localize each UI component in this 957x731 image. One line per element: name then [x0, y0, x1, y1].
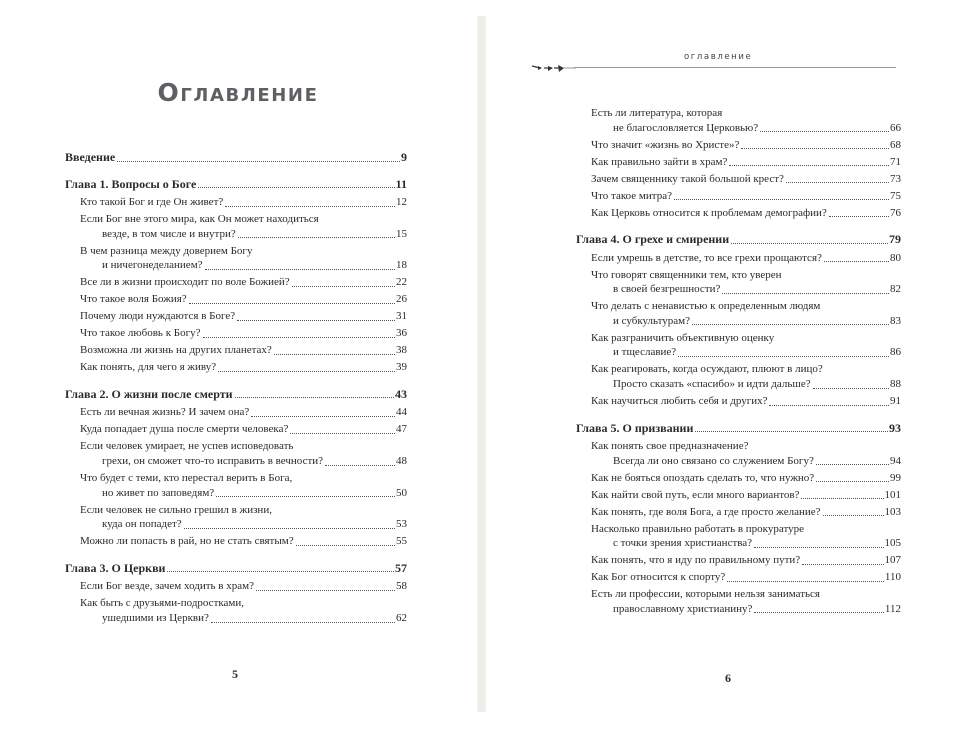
- entry-page-number: 47: [396, 423, 407, 436]
- toc-item-entry[interactable]: [576, 138, 901, 153]
- entry-line: [80, 454, 407, 469]
- toc-item-entry[interactable]: [65, 471, 407, 500]
- toc-item-entry[interactable]: [65, 326, 407, 341]
- dot-leader: [802, 564, 883, 565]
- entry-title: Что такое воля Божия?: [80, 293, 187, 306]
- entry-title: и тщеславие?: [613, 346, 677, 359]
- entry-page-number: 26: [396, 293, 407, 306]
- dot-leader: [813, 388, 889, 389]
- entry-title: Возможна ли жизнь на других планетах?: [80, 344, 272, 357]
- toc-item-entry[interactable]: [576, 439, 901, 468]
- entry-title: в своей безгрешности?: [613, 283, 721, 296]
- entry-title: Как найти свой путь, если много вариантов?: [591, 488, 800, 501]
- entry-line: [80, 227, 407, 242]
- entry-title: Если Бог везде, зачем ходить в храм?: [80, 580, 254, 593]
- toc-item-entry[interactable]: [576, 587, 901, 616]
- entry-text: [591, 172, 901, 187]
- entry-line: [80, 343, 407, 358]
- toc-item-entry[interactable]: [576, 570, 901, 585]
- entry-page-number: 68: [890, 138, 901, 151]
- page-number: 6: [725, 671, 731, 685]
- toc-item-entry[interactable]: [576, 362, 901, 391]
- dot-leader: [754, 547, 883, 548]
- toc-item-entry[interactable]: [65, 195, 407, 210]
- entry-title: Что такое митра?: [591, 189, 672, 202]
- entry-title: Если Бог вне этого мира, как Он может находиться: [80, 213, 319, 226]
- entry-title: Глава 3. О Церкви: [65, 560, 166, 575]
- entry-text: [80, 360, 407, 375]
- dot-leader: [769, 405, 889, 406]
- toc-item-entry[interactable]: [576, 155, 901, 170]
- entry-line: [591, 172, 901, 187]
- header-rule: [574, 67, 896, 68]
- entry-page-number: 50: [396, 486, 407, 499]
- left-page: [0, 0, 476, 731]
- toc-item-entry[interactable]: [65, 422, 407, 437]
- entry-line: [591, 155, 901, 170]
- toc-chapter-entry[interactable]: [65, 177, 407, 192]
- dot-leader: [184, 528, 395, 529]
- dot-leader: [216, 496, 395, 497]
- entry-page-number: 80: [890, 251, 901, 264]
- entry-page-number: 66: [890, 121, 901, 134]
- entry-page-number: 99: [890, 471, 901, 484]
- entry-text: [576, 232, 901, 247]
- book-gutter: [477, 16, 486, 712]
- entry-text: [591, 155, 901, 170]
- toc-chapter-entry[interactable]: [65, 387, 407, 402]
- entry-title: Почему люди нуждаются в Боге?: [80, 310, 236, 323]
- entry-page-number: 73: [890, 172, 901, 185]
- entry-title: Есть ли литература, которая: [591, 107, 723, 119]
- entry-page-number: 9: [401, 150, 407, 164]
- entry-page-number: 79: [889, 232, 901, 247]
- entry-line: [591, 106, 901, 121]
- entry-text: [80, 326, 407, 341]
- entry-line: [591, 377, 901, 392]
- entry-line: [591, 206, 901, 221]
- entry-text: [591, 331, 901, 360]
- entry-text: [576, 421, 901, 436]
- dot-leader: [274, 354, 395, 355]
- entry-title: Как реагировать, когда осуждают, плюют в лицо?: [591, 363, 823, 376]
- dot-leader: [205, 269, 395, 270]
- entry-page-number: 112: [884, 602, 901, 615]
- entry-title: Глава 4. О грехе и смирении: [576, 232, 730, 247]
- entry-line: [80, 195, 407, 210]
- right-page: [486, 0, 957, 731]
- toc-item-entry[interactable]: [65, 309, 407, 324]
- entry-title: Насколько правильно работать в прокуратуре: [591, 522, 804, 535]
- entry-title: Кто такой Бог и где Он живет?: [80, 196, 224, 209]
- entry-line: [80, 309, 407, 324]
- entry-line: [80, 596, 407, 611]
- entry-line: [80, 292, 407, 307]
- toc-item-entry[interactable]: [65, 275, 407, 290]
- dot-leader: [786, 182, 889, 183]
- dot-leader: [678, 356, 889, 357]
- toc-item-entry[interactable]: [65, 405, 407, 420]
- entry-line: [591, 314, 901, 329]
- entry-page-number: 53: [396, 518, 407, 531]
- dot-leader: [674, 199, 889, 200]
- entry-text: [80, 596, 407, 625]
- entry-title: и ничегонеделанием?: [102, 259, 203, 272]
- entry-text: [591, 522, 901, 551]
- entry-title: Если человек умирает, не успев исповедовать: [80, 440, 294, 453]
- entry-title: В чем разница между доверием Богу: [80, 244, 253, 257]
- entry-page-number: 57: [395, 560, 407, 575]
- entry-page-number: 76: [890, 206, 901, 219]
- toc-item-entry[interactable]: [65, 292, 407, 307]
- dot-leader: [235, 397, 394, 398]
- entry-page-number: 86: [890, 346, 901, 359]
- dot-leader: [823, 515, 884, 516]
- entry-title: куда он попадет?: [102, 518, 182, 531]
- entry-page-number: 83: [890, 314, 901, 327]
- dot-leader: [754, 612, 884, 613]
- entry-title: ушедшими из Церкви?: [102, 611, 209, 624]
- entry-line: [591, 345, 901, 360]
- toc-item-entry[interactable]: [65, 212, 407, 241]
- entry-page-number: 71: [890, 155, 901, 168]
- entry-page-number: 11: [395, 176, 407, 191]
- entry-line: [591, 488, 901, 503]
- entry-text: [65, 561, 407, 576]
- entry-line: [80, 486, 407, 501]
- dot-leader: [801, 498, 883, 499]
- entry-text: [65, 177, 407, 192]
- entry-text: [591, 299, 901, 328]
- entry-title: Можно ли попасть в рай, но не стать святым?: [80, 535, 294, 548]
- entry-line: [576, 232, 901, 247]
- toc-item-entry[interactable]: [65, 360, 407, 375]
- entry-page-number: 82: [890, 283, 901, 296]
- entry-text: [591, 206, 901, 221]
- entry-title: Введение: [65, 150, 116, 164]
- entry-title: грехи, он сможет что-то исправить в вечности?: [102, 455, 324, 467]
- entry-page-number: 58: [396, 580, 407, 593]
- entry-title: и субкультурам?: [613, 314, 691, 327]
- entry-text: [591, 189, 901, 204]
- toc-chapter-entry[interactable]: [576, 232, 901, 247]
- entry-title: Как понять, что я иду по правильному пути?: [591, 554, 801, 567]
- entry-line: [591, 570, 901, 585]
- entry-text: [591, 570, 901, 585]
- entry-page-number: 31: [396, 310, 407, 323]
- toc-item-entry[interactable]: [576, 488, 901, 503]
- entry-line: [80, 471, 407, 486]
- entry-line: [80, 405, 407, 420]
- toc-item-entry[interactable]: [576, 331, 901, 360]
- toc-list-right: [576, 106, 901, 619]
- dot-leader: [816, 464, 889, 465]
- entry-line: [591, 251, 901, 266]
- entry-text: [80, 309, 407, 324]
- entry-line: [65, 561, 407, 576]
- entry-line: [80, 579, 407, 594]
- entry-line: [591, 587, 901, 602]
- entry-page-number: 36: [396, 327, 407, 340]
- toc-item-entry[interactable]: [576, 394, 901, 409]
- entry-line: [591, 268, 901, 283]
- entry-title: Как понять, для чего я живу?: [80, 361, 217, 374]
- entry-page-number: 22: [396, 276, 407, 289]
- dot-leader: [692, 324, 889, 325]
- entry-text: [65, 150, 407, 165]
- dot-leader: [292, 286, 395, 287]
- entry-page-number: 103: [884, 505, 901, 518]
- entry-title: Как разграничить объективную оценку: [591, 331, 775, 344]
- entry-text: [591, 138, 901, 153]
- entry-line: [80, 244, 407, 259]
- dot-leader: [211, 622, 395, 623]
- dot-leader: [729, 165, 889, 166]
- dot-leader: [225, 206, 395, 207]
- entry-title: православному христианину?: [613, 602, 753, 615]
- entry-title: Все ли в жизни происходит по воле Божией?: [80, 276, 290, 289]
- entry-text: [591, 471, 901, 486]
- toc-item-entry[interactable]: [576, 505, 901, 520]
- entry-title: Как Бог относится к спорту?: [591, 571, 726, 584]
- entry-line: [80, 275, 407, 290]
- entry-line: [65, 177, 407, 192]
- entry-page-number: 107: [884, 554, 901, 567]
- entry-title: но живет по заповедям?: [102, 486, 215, 499]
- entry-line: [591, 394, 901, 409]
- entry-page-number: 48: [396, 455, 407, 467]
- entry-page-number: 43: [395, 386, 407, 401]
- entry-text: [80, 471, 407, 500]
- entry-text: [80, 195, 407, 210]
- dot-leader: [741, 148, 889, 149]
- entry-line: [591, 522, 901, 537]
- entry-line: [80, 517, 407, 532]
- entry-title: Если человек не сильно грешил в жизни,: [80, 503, 272, 516]
- entry-line: [80, 439, 407, 454]
- toc-title: Оглавление: [157, 78, 319, 107]
- entry-line: [591, 189, 901, 204]
- entry-text: [591, 268, 901, 297]
- entry-page-number: 38: [396, 344, 407, 357]
- entry-title: Куда попадает душа после смерти человека?: [80, 423, 289, 436]
- entry-text: [80, 212, 407, 241]
- entry-page-number: 91: [890, 395, 901, 407]
- entry-title: Глава 1. Вопросы о Боге: [65, 176, 197, 191]
- page-number: 5: [232, 667, 238, 681]
- entry-title: Что говорят священники тем, кто уверен: [591, 268, 782, 281]
- dot-leader: [256, 590, 395, 591]
- entry-page-number: 88: [890, 378, 901, 391]
- dot-leader: [251, 416, 395, 417]
- entry-title: Что делать с ненавистью к определенным людям: [591, 300, 821, 313]
- entry-text: [591, 488, 901, 503]
- entry-line: [80, 422, 407, 437]
- running-head: оглавление: [684, 52, 753, 62]
- dot-leader: [238, 237, 395, 238]
- entry-line: [591, 362, 901, 377]
- entry-line: [80, 503, 407, 518]
- entry-page-number: 15: [396, 227, 407, 240]
- entry-title: Что значит «жизнь во Христе»?: [591, 138, 740, 151]
- dot-leader: [189, 303, 395, 304]
- entry-page-number: 75: [890, 189, 901, 202]
- entry-title: Как быть с друзьями-подростками,: [80, 597, 245, 610]
- toc-item-entry[interactable]: [65, 439, 407, 468]
- entry-title: Как не бояться опоздать сделать то, что нужно?: [591, 471, 815, 484]
- entry-title: Глава 2. О жизни после смерти: [65, 386, 233, 401]
- entry-line: [80, 360, 407, 375]
- entry-text: [80, 244, 407, 273]
- entry-title: Что такое любовь к Богу?: [80, 327, 201, 340]
- entry-text: [80, 343, 407, 358]
- entry-text: [80, 422, 407, 437]
- dot-leader: [727, 581, 884, 582]
- entry-page-number: 12: [396, 196, 407, 209]
- entry-line: [80, 611, 407, 626]
- entry-line: [65, 387, 407, 402]
- entry-line: [591, 602, 901, 617]
- toc-item-entry[interactable]: [576, 299, 901, 328]
- entry-title: везде, в том числе и внутри?: [102, 227, 236, 240]
- entry-line: [65, 150, 407, 165]
- entry-page-number: 18: [396, 259, 407, 272]
- entry-line: [591, 282, 901, 297]
- toc-item-entry[interactable]: [65, 534, 407, 549]
- entry-line: [80, 534, 407, 549]
- toc-chapter-entry[interactable]: [65, 561, 407, 576]
- toc-item-entry[interactable]: [65, 596, 407, 625]
- vine-ornament-icon: [530, 60, 576, 74]
- entry-line: [591, 121, 901, 136]
- entry-page-number: 55: [396, 535, 407, 548]
- entry-text: [80, 275, 407, 290]
- toc-item-entry[interactable]: [576, 553, 901, 568]
- entry-line: [591, 454, 901, 469]
- entry-line: [80, 212, 407, 227]
- entry-text: [80, 292, 407, 307]
- entry-title: Есть ли профессии, которыми нельзя заниматься: [591, 588, 820, 601]
- entry-line: [591, 331, 901, 346]
- toc-item-entry[interactable]: [65, 503, 407, 532]
- dot-leader: [816, 481, 889, 482]
- toc-item-entry[interactable]: [65, 343, 407, 358]
- entry-title: Есть ли вечная жизнь? И зачем она?: [80, 406, 250, 419]
- entry-text: [591, 439, 901, 468]
- entry-line: [80, 258, 407, 273]
- dot-leader: [296, 545, 395, 546]
- dot-leader: [198, 187, 394, 188]
- entry-line: [591, 505, 901, 520]
- entry-title: Как Церковь относится к проблемам демографии?: [591, 206, 827, 219]
- dot-leader: [829, 216, 889, 217]
- toc-item-entry[interactable]: [576, 522, 901, 551]
- entry-text: [80, 534, 407, 549]
- entry-page-number: 94: [890, 454, 901, 467]
- toc-item-entry[interactable]: [576, 106, 901, 135]
- toc-chapter-entry[interactable]: [65, 150, 407, 165]
- dot-leader: [695, 431, 888, 432]
- entry-text: [80, 405, 407, 420]
- entry-page-number: 39: [396, 361, 407, 374]
- dot-leader: [237, 320, 395, 321]
- dot-leader: [824, 261, 889, 262]
- dot-leader: [290, 433, 395, 434]
- entry-page-number: 110: [884, 571, 901, 584]
- toc-list-left: [65, 150, 407, 628]
- entry-text: [65, 387, 407, 402]
- toc-chapter-entry[interactable]: [576, 421, 901, 436]
- entry-title: Если умрешь в детстве, то все грехи прощаются?: [591, 251, 822, 264]
- entry-line: [80, 326, 407, 341]
- dot-leader: [203, 337, 395, 338]
- entry-title: Как понять свое предназначение?: [591, 440, 749, 453]
- entry-text: [80, 503, 407, 532]
- entry-title: с точки зрения христианства?: [613, 537, 753, 550]
- entry-page-number: 44: [396, 406, 407, 419]
- entry-title: Всегда ли оно связано со служением Богу?: [613, 454, 814, 467]
- entry-text: [591, 362, 901, 391]
- entry-title: не благословляется Церковью?: [613, 121, 759, 134]
- entry-page-number: 62: [396, 611, 407, 624]
- dot-leader: [731, 243, 888, 244]
- entry-text: [591, 587, 901, 616]
- entry-line: [591, 553, 901, 568]
- entry-text: [591, 505, 901, 520]
- toc-item-entry[interactable]: [576, 189, 901, 204]
- toc-item-entry[interactable]: [576, 172, 901, 187]
- entry-line: [591, 299, 901, 314]
- entry-title: Что будет с теми, кто перестал верить в Бога,: [80, 471, 293, 484]
- dot-leader: [325, 465, 395, 466]
- toc-item-entry[interactable]: [65, 579, 407, 594]
- toc-item-entry[interactable]: [576, 268, 901, 297]
- dot-leader: [722, 293, 889, 294]
- entry-text: [591, 106, 901, 135]
- entry-line: [591, 439, 901, 454]
- entry-text: [591, 553, 901, 568]
- dot-leader: [117, 161, 400, 162]
- entry-title: Как понять, где воля Бога, а где просто желание?: [591, 505, 821, 518]
- toc-item-entry[interactable]: [576, 251, 901, 266]
- entry-text: [591, 394, 901, 409]
- entry-title: Просто сказать «спасибо» и идти дальше?: [613, 378, 811, 391]
- entry-page-number: 101: [884, 488, 901, 501]
- entry-title: Глава 5. О призвании: [576, 420, 694, 435]
- entry-line: [591, 471, 901, 486]
- dot-leader: [760, 131, 889, 132]
- toc-item-entry[interactable]: [576, 206, 901, 221]
- entry-title: Зачем священнику такой большой крест?: [591, 172, 784, 185]
- entry-line: [591, 138, 901, 153]
- entry-title: Как научиться любить себя и других?: [591, 395, 768, 407]
- entry-page-number: 105: [884, 537, 901, 550]
- entry-page-number: 93: [889, 420, 901, 435]
- dot-leader: [167, 571, 394, 572]
- entry-line: [591, 536, 901, 551]
- entry-text: [80, 439, 407, 468]
- toc-item-entry[interactable]: [576, 471, 901, 486]
- entry-line: [576, 421, 901, 436]
- entry-title: Как правильно зайти в храм?: [591, 155, 728, 168]
- dot-leader: [218, 371, 395, 372]
- entry-text: [591, 251, 901, 266]
- entry-text: [80, 579, 407, 594]
- toc-item-entry[interactable]: [65, 244, 407, 273]
